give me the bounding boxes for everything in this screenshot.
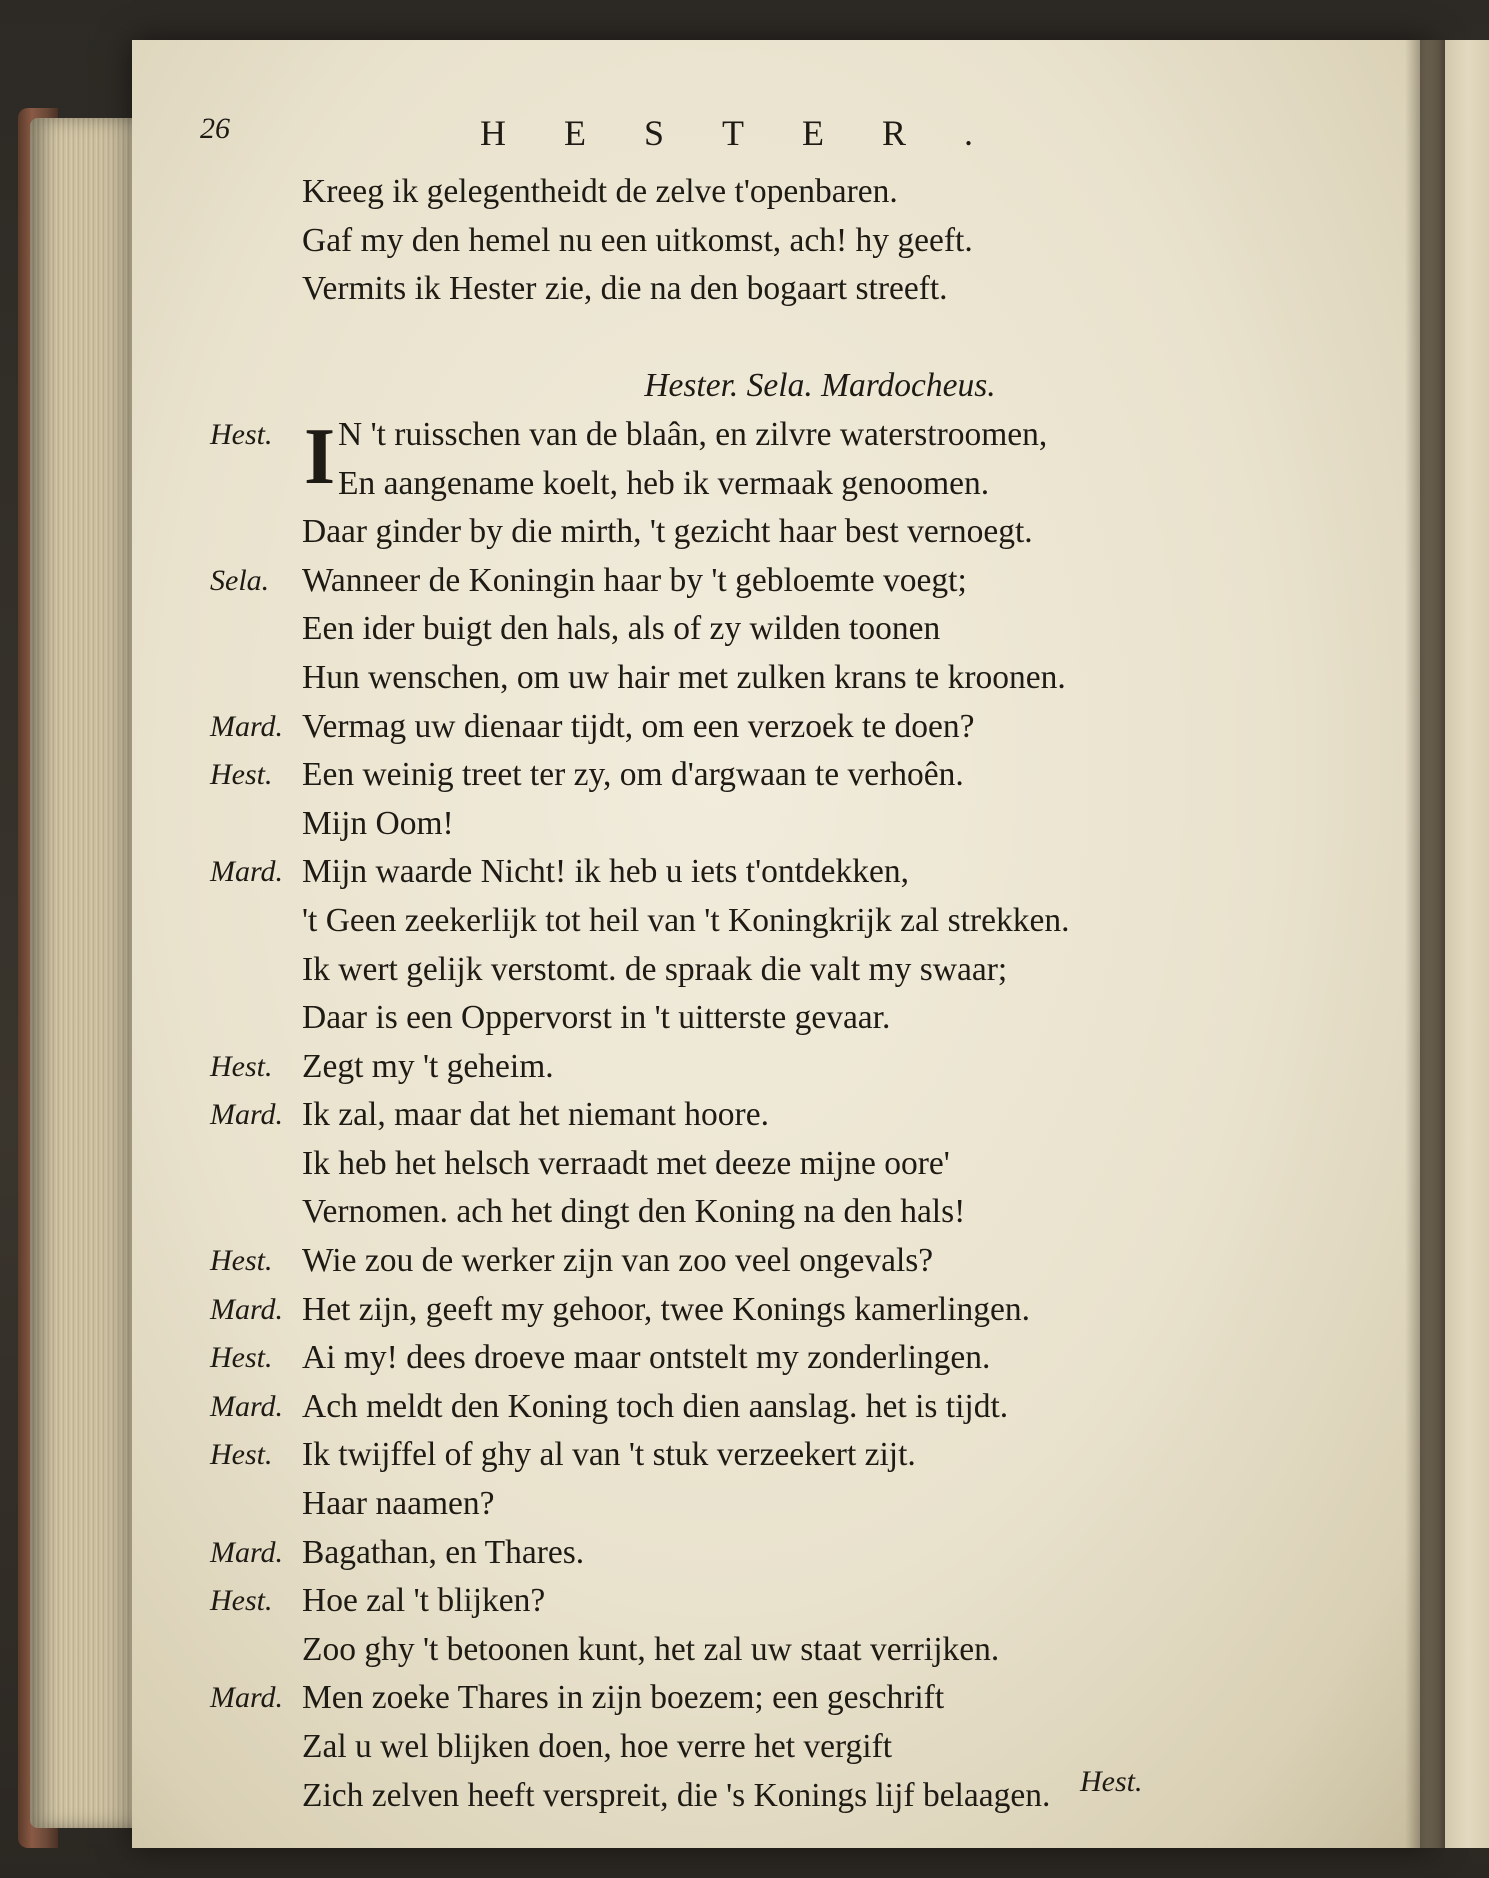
verse-line xyxy=(210,265,1320,314)
speaker-name: Hest. xyxy=(210,1341,273,1375)
page-number: 26 xyxy=(200,112,230,145)
verse-text: En aangename koelt, heb ik vermaak genoomen. xyxy=(338,464,990,502)
verse-text: Een weinig treet ter zy, om d'argwaan te verhoên. xyxy=(302,756,964,794)
speaker-name: Mard. xyxy=(210,1292,284,1326)
verse-line xyxy=(210,168,1320,217)
verse-text: Vernomen. ach het dingt den Koning na den hals! xyxy=(302,1193,966,1231)
verse-line xyxy=(210,897,1320,946)
speaker-name: Sela. xyxy=(210,563,270,597)
verse-text: Hun wenschen, om uw hair met zulken krans te kroonen. xyxy=(302,658,1066,696)
verse-text: Zich zelven heeft verspreit, die 's Konings lijf belaagen. xyxy=(302,1776,1051,1814)
verse-text: Mijn Oom! xyxy=(302,804,454,842)
verse-line xyxy=(210,1723,1320,1772)
verse-line xyxy=(210,751,1320,800)
book-gutter xyxy=(1405,40,1445,1848)
drop-capital: I xyxy=(304,412,336,501)
verse-line xyxy=(210,946,1320,995)
verse-line xyxy=(210,800,1320,849)
verse-text: Wie zou de werker zijn van zoo veel ongevals? xyxy=(302,1242,934,1280)
verse-text: Daar ginder by die mirth, 't gezicht haar best vernoegt. xyxy=(302,513,1033,551)
page-stack xyxy=(30,118,140,1828)
verse-line xyxy=(210,1188,1320,1237)
verse-text: Haar naamen? xyxy=(302,1485,495,1523)
page-header xyxy=(200,112,1200,162)
verse-text: Kreeg ik gelegentheidt de zelve t'openbaren. xyxy=(302,173,898,210)
verse-text: Het zijn, geeft my gehoor, twee Konings kamerlingen. xyxy=(302,1290,1031,1328)
running-title: HESTER. xyxy=(480,113,1032,153)
verse-text: Daar is een Oppervorst in 't uitterste gevaar. xyxy=(302,999,891,1037)
verse-text: Zegt my 't geheim. xyxy=(302,1047,554,1085)
speaker-name: Hest. xyxy=(210,1244,273,1278)
verse-text: Men zoeke Thares in zijn boezem; een geschrift xyxy=(302,1679,945,1717)
speaker-name: Mard. xyxy=(210,1389,284,1423)
catchword: Hest. xyxy=(1080,1765,1143,1798)
verse-line xyxy=(210,1043,1320,1092)
verse-line xyxy=(210,314,1320,363)
verse-line xyxy=(210,1286,1320,1335)
verse-line xyxy=(210,508,1320,557)
verse-text: N 't ruisschen van de blaân, en zilvre waterstroomen, xyxy=(338,415,1048,453)
verse-line xyxy=(210,1577,1320,1626)
verse-text: Zoo ghy 't betoonen kunt, het zal uw staat verrijken. xyxy=(302,1630,1000,1668)
verse-text: Ik zal, maar dat het niemant hoore. xyxy=(302,1096,769,1134)
scene-heading: Hester. Sela. Mardocheus. xyxy=(644,367,996,405)
verse-line xyxy=(210,217,1320,266)
verse-line xyxy=(210,848,1320,897)
verse-line xyxy=(210,460,1320,509)
verse-line xyxy=(210,1091,1320,1140)
verse-text: Gaf my den hemel nu een uitkomst, ach! hy geeft. xyxy=(302,221,973,259)
speaker-name: Mard. xyxy=(210,1535,284,1569)
verse-text: Zal u wel blijken doen, hoe verre het vergift xyxy=(302,1728,893,1765)
verse-text: Vermag uw dienaar tijdt, om een verzoek te doen? xyxy=(302,707,975,745)
verse-line xyxy=(210,557,1320,606)
verse-text: Wanneer de Koningin haar by 't gebloemte voegt; xyxy=(302,561,967,599)
verse-text: Ik heb het helsch verraadt met deeze mijne oore' xyxy=(302,1144,950,1182)
verse-line xyxy=(210,1626,1320,1675)
verse-line xyxy=(210,1237,1320,1286)
verse-line xyxy=(210,1383,1320,1432)
speaker-name: Mard. xyxy=(210,1681,284,1715)
verse-line xyxy=(210,654,1320,703)
speaker-name: Mard. xyxy=(210,709,284,743)
verse-text: Vermits ik Hester zie, die na den bogaart streeft. xyxy=(302,270,948,308)
verse-line xyxy=(210,703,1320,752)
verse-text: Ach meldt den Koning toch dien aanslag. het is tijdt. xyxy=(302,1387,1009,1425)
verse-line xyxy=(210,362,1320,411)
speaker-name: Hest. xyxy=(210,1584,273,1618)
speaker-name: Mard. xyxy=(210,855,284,889)
verse-line xyxy=(210,605,1320,654)
verse-text: Ai my! dees droeve maar ontstelt my zonderlingen. xyxy=(302,1339,991,1377)
verse-line xyxy=(210,1140,1320,1189)
speaker-name: Hest. xyxy=(210,1049,273,1083)
speaker-name: Hest. xyxy=(210,1438,273,1472)
verse-line xyxy=(210,1480,1320,1529)
verse-text: Bagathan, en Thares. xyxy=(302,1533,585,1571)
play-text xyxy=(210,168,1320,1820)
speaker-name: Hest. xyxy=(210,417,273,451)
speaker-name: Hest. xyxy=(210,758,273,792)
speaker-name: Mard. xyxy=(210,1098,284,1132)
verse-text: Een ider buigt den hals, als of zy wilden toonen xyxy=(302,610,941,648)
verse-text: Hoe zal 't blijken? xyxy=(302,1582,546,1620)
verse-text: Ik wert gelijk verstomt. de spraak die valt my swaar; xyxy=(302,950,1008,988)
verse-line xyxy=(210,1431,1320,1480)
verse-line xyxy=(210,994,1320,1043)
verse-text: Ik twijffel of ghy al van 't stuk verzeekert zijt. xyxy=(302,1436,916,1474)
verse-line xyxy=(210,1674,1320,1723)
verse-text: Mijn waarde Nicht! ik heb u iets t'ontdekken, xyxy=(302,853,910,891)
verse-line xyxy=(210,1772,1320,1821)
verse-line xyxy=(210,1334,1320,1383)
verse-text: 't Geen zeekerlijk tot heil van 't Koningkrijk zal strekken. xyxy=(302,901,1070,939)
verse-line xyxy=(210,1529,1320,1578)
